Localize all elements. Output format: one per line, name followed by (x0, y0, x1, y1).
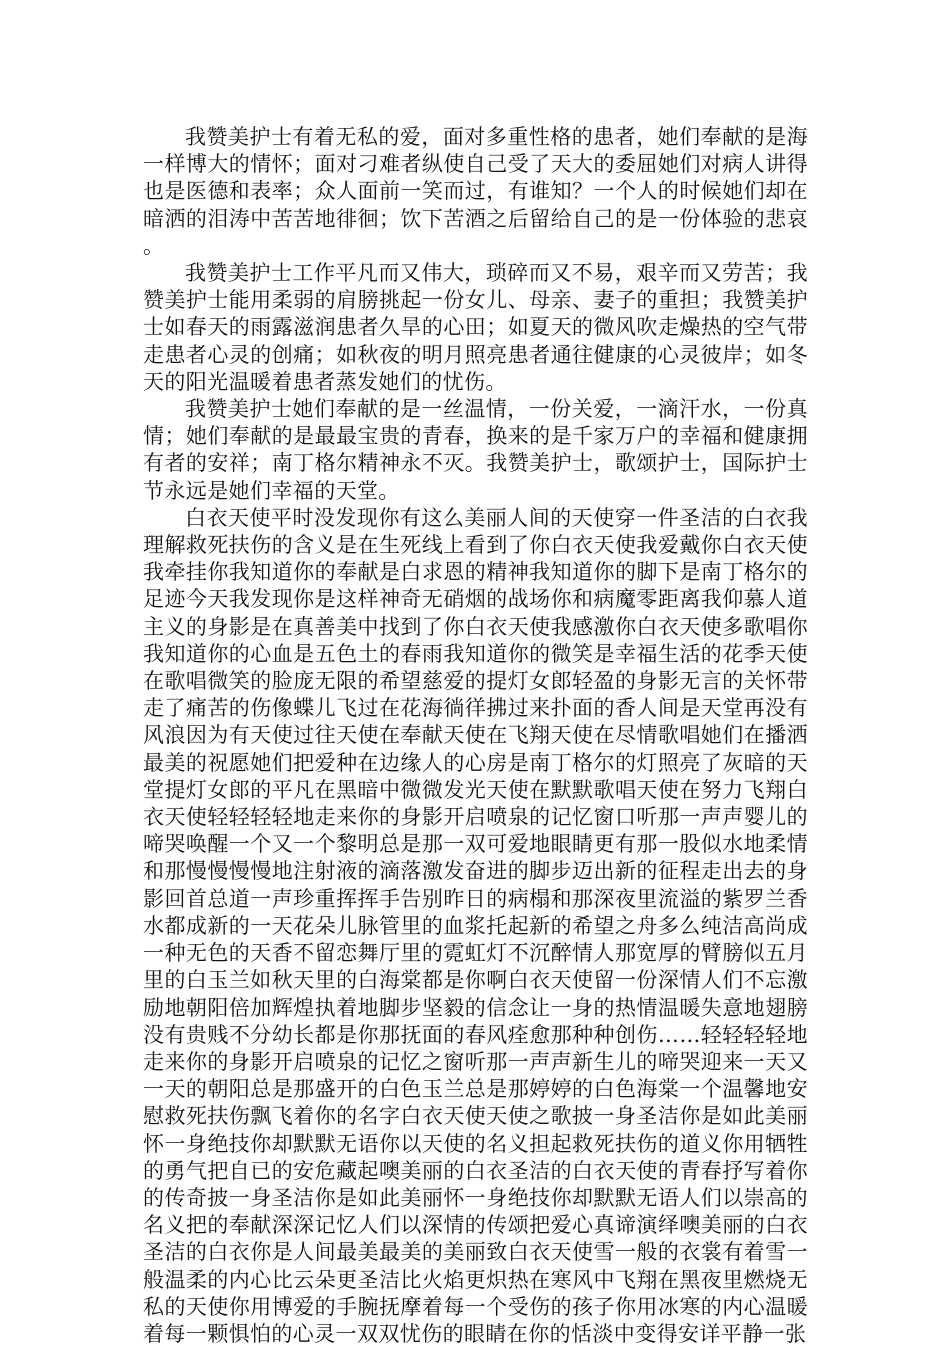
paragraph-4: 白衣天使平时没发现你有这么美丽人间的天使穿一件圣洁的白衣我理解救死扶伤的含义是在生死线上看到了你白衣天使我爱戴你白衣天使我牵挂你我知道你的奉献是白求恩的精神我知道你的脚下是南丁格尔的足迹今天我发现你是这样神奇无硝烟的战场你和病魔零距离我仰慕人道主义的身影是在真善美中找到了你白衣天使我感激你白衣天使多歌唱你我知道你的心血是五色土的春雨我知道你的微笑是幸福生活的花季天使在歌唱微笑的脸庞无限的希望慈爱的提灯女郎轻盈的身影无言的关怀带走了痛苦的伤像蝶儿飞过在花海徜徉拂过来扑面的香人间是天堂再没有风浪因为有天使过往天使在奉献天使在飞翔天使在尽情歌唱她们在播洒最美的祝愿她们把爱种在边缘人的心房是南丁格尔的灯照亮了灰暗的天堂提灯女郎的平凡在黑暗中微微发光天使在默默歌唱天使在努力飞翔白衣天使轻轻轻轻地走来你的身影开启喷泉的记忆窗口听那一声声婴儿的啼哭唤醒一个又一个黎明总是那一双可爱地眼睛更有那一股似水地柔情和那慢慢慢慢地注射液的滴落激发奋进的脚步迈出新的征程走出去的身影回首总道一声珍重挥挥手告别昨日的病榻和那深夜里流溢的紫罗兰香水都成新的一天花朵儿脉管里的血浆托起新的希望之舟多么纯洁高尚成一种无色的天香不留恋舞厅里的霓虹灯不沉醉情人那宽厚的臂膀似五月里的白玉兰如秋天里的白海棠都是你啊白衣天使留一份深情人们不忘激励地朝阳倍加辉煌执着地脚步坚毅的信念让一身的热情温暖失意地翅膀没有贵贱不分幼长都是你那抚面的春风痊愈那种种创伤……轻轻轻轻地走来你的身影开启喷泉的记忆之窗听那一声声新生儿的啼哭迎来一天又一天的朝阳总是那盛开的白色玉兰总是那婷婷的白色海棠一个温馨地安慰救死扶伤飘飞着你的名字白衣天使天使之歌披一身圣洁你是如此美丽怀一身绝技你却默默无语你以天使的名义担起救死扶伤的道义你用牺牲的勇气把自已的安危藏起噢美丽的白衣圣洁的白衣天使的青春抒写着你的传奇披一身圣洁你是如此美丽怀一身绝技你却默默无语人们以崇高的名义把的奉献深深记忆人们以深情的传颂把爱心真谛演绎噢美丽的白衣圣洁的白衣你是人间最美最美的美丽致白衣天使雪一般的衣裳有着雪一般温柔的内心比云朵更圣洁比火焰更炽热在寒风中飞翔在黑夜里燃烧无私的天使你用博爱的手腕抚摩着每一个受伤的孩子你用冰寒的内心温暖着每一颗惧怕的心灵一双双忧伤的眼睛在你的恬淡中变得安详平静一张 (143, 505, 808, 1346)
document-body (143, 124, 808, 1346)
paragraph-1: 我赞美护士有着无私的爱，面对多重性格的患者，她们奉献的是海一样博大的情怀；面对刁难者纵使自己受了天大的委屈她们对病人讲得也是医德和表率；众人面前一笑而过，有谁知？一个人的时候她们却在暗洒的泪涛中苦苦地徘徊；饮下苦酒之后留给自己的是一份体验的悲哀。 (143, 125, 808, 258)
paragraph-3: 我赞美护士她们奉献的是一丝温情，一份关爱，一滴汗水，一份真情；她们奉献的是最最宝贵的青春，换来的是千家万户的幸福和健康拥有者的安祥；南丁格尔精神永不灭。我赞美护士，歌颂护士，国际护士节永远是她们幸福的天堂。 (143, 397, 808, 503)
paragraph-2: 我赞美护士工作平凡而又伟大，琐碎而又不易，艰辛而又劳苦；我赞美护士能用柔弱的肩膀挑起一份女儿、母亲、妻子的重担；我赞美护士如春天的雨露滋润患者久旱的心田；如夏天的微风吹走燥热的空气带走患者心灵的创痛；如秋夜的明月照亮患者通往健康的心灵彼岸；如冬天的阳光温暖着患者蒸发她们的忧伤。 (143, 261, 808, 394)
